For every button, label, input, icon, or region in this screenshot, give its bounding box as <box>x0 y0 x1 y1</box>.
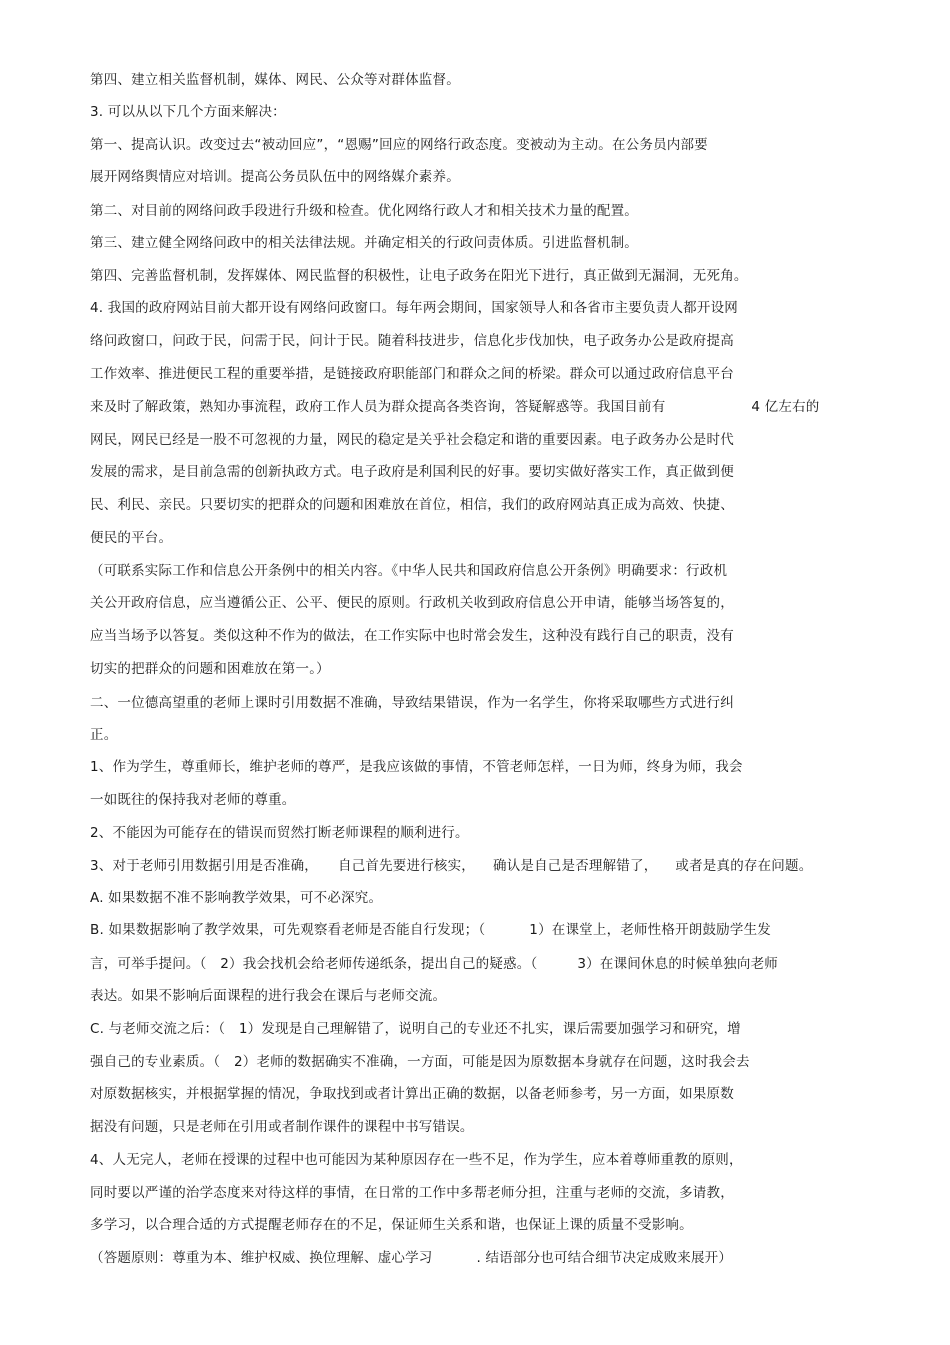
text-line: 多学习，以合理合适的方式提醒老师存在的不足，保证师生关系和谐，也保证上课的质量不受影响。 <box>90 1217 693 1233</box>
text-line: A. 如果数据不准不影响教学效果，可不必深究。 <box>90 890 383 906</box>
text-line: 正。 <box>90 727 118 743</box>
text-fragment: 确认是自己是否理解错了， <box>493 858 658 874</box>
text-line: 展开网络舆情应对培训。提高公务员队伍中的网络媒介素养。 <box>90 169 460 185</box>
text-fragment: 或者是真的存在问题。 <box>675 858 813 874</box>
text-line: 切实的把群众的问题和困难放在第一。） <box>90 661 330 677</box>
text-line: 网民，网民已经是一股不可忽视的力量，网民的稳定是关乎社会稳定和谐的重要因素。电子政务办公是时代 <box>90 432 734 448</box>
text-line: 4、人无完人，老师在授课的过程中也可能因为某种原因存在一些不足，作为学生，应本着尊师重教的原则， <box>90 1152 743 1168</box>
text-line: 应当当场予以答复。类似这种不作为的做法，在工作实际中也时常会发生，这种没有践行自己的职责，没有 <box>90 628 734 644</box>
text-line: 对原数据核实，并根据掌握的情况，争取找到或者计算出正确的数据，以备老师参考，另一方面，如果原数 <box>90 1086 734 1102</box>
text-line <box>90 397 850 417</box>
text-line: 工作效率、推进便民工程的重要举措，是链接政府职能部门和群众之间的桥梁。群众可以通过政府信息平台 <box>90 366 734 382</box>
text-line <box>90 920 850 940</box>
text-line <box>90 954 850 974</box>
text-line: 第三、建立健全网络问政中的相关法律法规。并确定相关的行政问责体质。引进监督机制。 <box>90 235 638 251</box>
text-fragment: 言，可举手提问。（ 2）我会找机会给老师传递纸条，提出自己的疑惑。（ <box>90 956 538 972</box>
text-line <box>90 856 850 876</box>
text-line: 便民的平台。 <box>90 530 173 546</box>
text-fragment: 4 亿左右的 <box>751 399 820 415</box>
text-line: 1、作为学生，尊重师长，维护老师的尊严，是我应该做的事情，不管老师怎样，一日为师，终身为师，我会 <box>90 759 743 775</box>
text-line: 据没有问题，只是老师在引用或者制作课件的课程中书写错误。 <box>90 1119 474 1135</box>
text-fragment: （答题原则：尊重为本、维护权威、换位理解、虚心学习 <box>90 1250 433 1266</box>
text-line <box>90 1248 850 1268</box>
text-line: 2、不能因为可能存在的错误而贸然打断老师课程的顺利进行。 <box>90 825 469 841</box>
text-line: 二、一位德高望重的老师上课时引用数据不准确，导致结果错误，作为一名学生，你将采取哪些方式进行纠 <box>90 695 734 711</box>
text-fragment: 自己首先要进行核实， <box>338 858 475 874</box>
text-fragment: . 结语部分也可结合细节决定成败来展开） <box>476 1250 733 1266</box>
text-line: 3. 可以从以下几个方面来解决： <box>90 104 286 120</box>
text-line: （可联系实际工作和信息公开条例中的相关内容。《中华人民共和国政府信息公开条例》明确要求：行政机 <box>90 563 728 579</box>
text-line: 一如既往的保持我对老师的尊重。 <box>90 792 296 808</box>
text-line: 4. 我国的政府网站目前大都开设有网络问政窗口。每年两会期间，国家领导人和各省市主要负责人都开设网 <box>90 300 738 316</box>
text-line: 第二、对目前的网络问政手段进行升级和检查。优化网络行政人才和相关技术力量的配置。 <box>90 203 638 219</box>
text-fragment: 来及时了解政策，熟知办事流程，政府工作人员为群众提高各类咨询，答疑解惑等。我国目前有 <box>90 399 666 415</box>
text-fragment: 3、对于老师引用数据引用是否准确， <box>90 858 318 874</box>
text-line: 络问政窗口，问政于民，问需于民，问计于民。随着科技进步，信息化步伐加快，电子政务办公是政府提高 <box>90 333 734 349</box>
text-line: C. 与老师交流之后：（ 1）发现是自己理解错了，说明自己的专业还不扎实，课后需要加强学习和研究，增 <box>90 1021 741 1037</box>
text-line: 强自己的专业素质。（ 2）老师的数据确实不准确，一方面，可能是因为原数据本身就存在问题，这时我会去 <box>90 1054 750 1070</box>
text-line: 第四、建立相关监督机制，媒体、网民、公众等对群体监督。 <box>90 72 460 88</box>
text-line: 第一、提高认识。改变过去“被动回应”，“恩赐”回应的网络行政态度。变被动为主动。在公务员内部要 <box>90 137 708 153</box>
text-line: 民、利民、亲民。只要切实的把群众的问题和困难放在首位，相信，我们的政府网站真正成为高效、快捷、 <box>90 497 734 513</box>
text-line: 第四、完善监督机制，发挥媒体、网民监督的积极性，让电子政务在阳光下进行，真正做到无漏洞，无死角。 <box>90 268 748 284</box>
text-line: 关公开政府信息，应当遵循公正、公平、便民的原则。行政机关收到政府信息公开申请，能够当场答复的， <box>90 595 734 611</box>
text-fragment: 1）在课堂上，老师性格开朗鼓励学生发 <box>529 922 771 938</box>
text-line: 发展的需求，是目前急需的创新执政方式。电子政府是利国利民的好事。要切实做好落实工作，真正做到便 <box>90 464 734 480</box>
text-line: 同时要以严谨的治学态度来对待这样的事情，在日常的工作中多帮老师分担，注重与老师的交流，多请教， <box>90 1185 734 1201</box>
text-fragment: B. 如果数据影响了教学效果，可先观察看老师是否能自行发现；（ <box>90 922 486 938</box>
text-fragment: 3）在课间休息的时候单独向老师 <box>577 956 778 972</box>
text-line: 表达。如果不影响后面课程的进行我会在课后与老师交流。 <box>90 988 447 1004</box>
